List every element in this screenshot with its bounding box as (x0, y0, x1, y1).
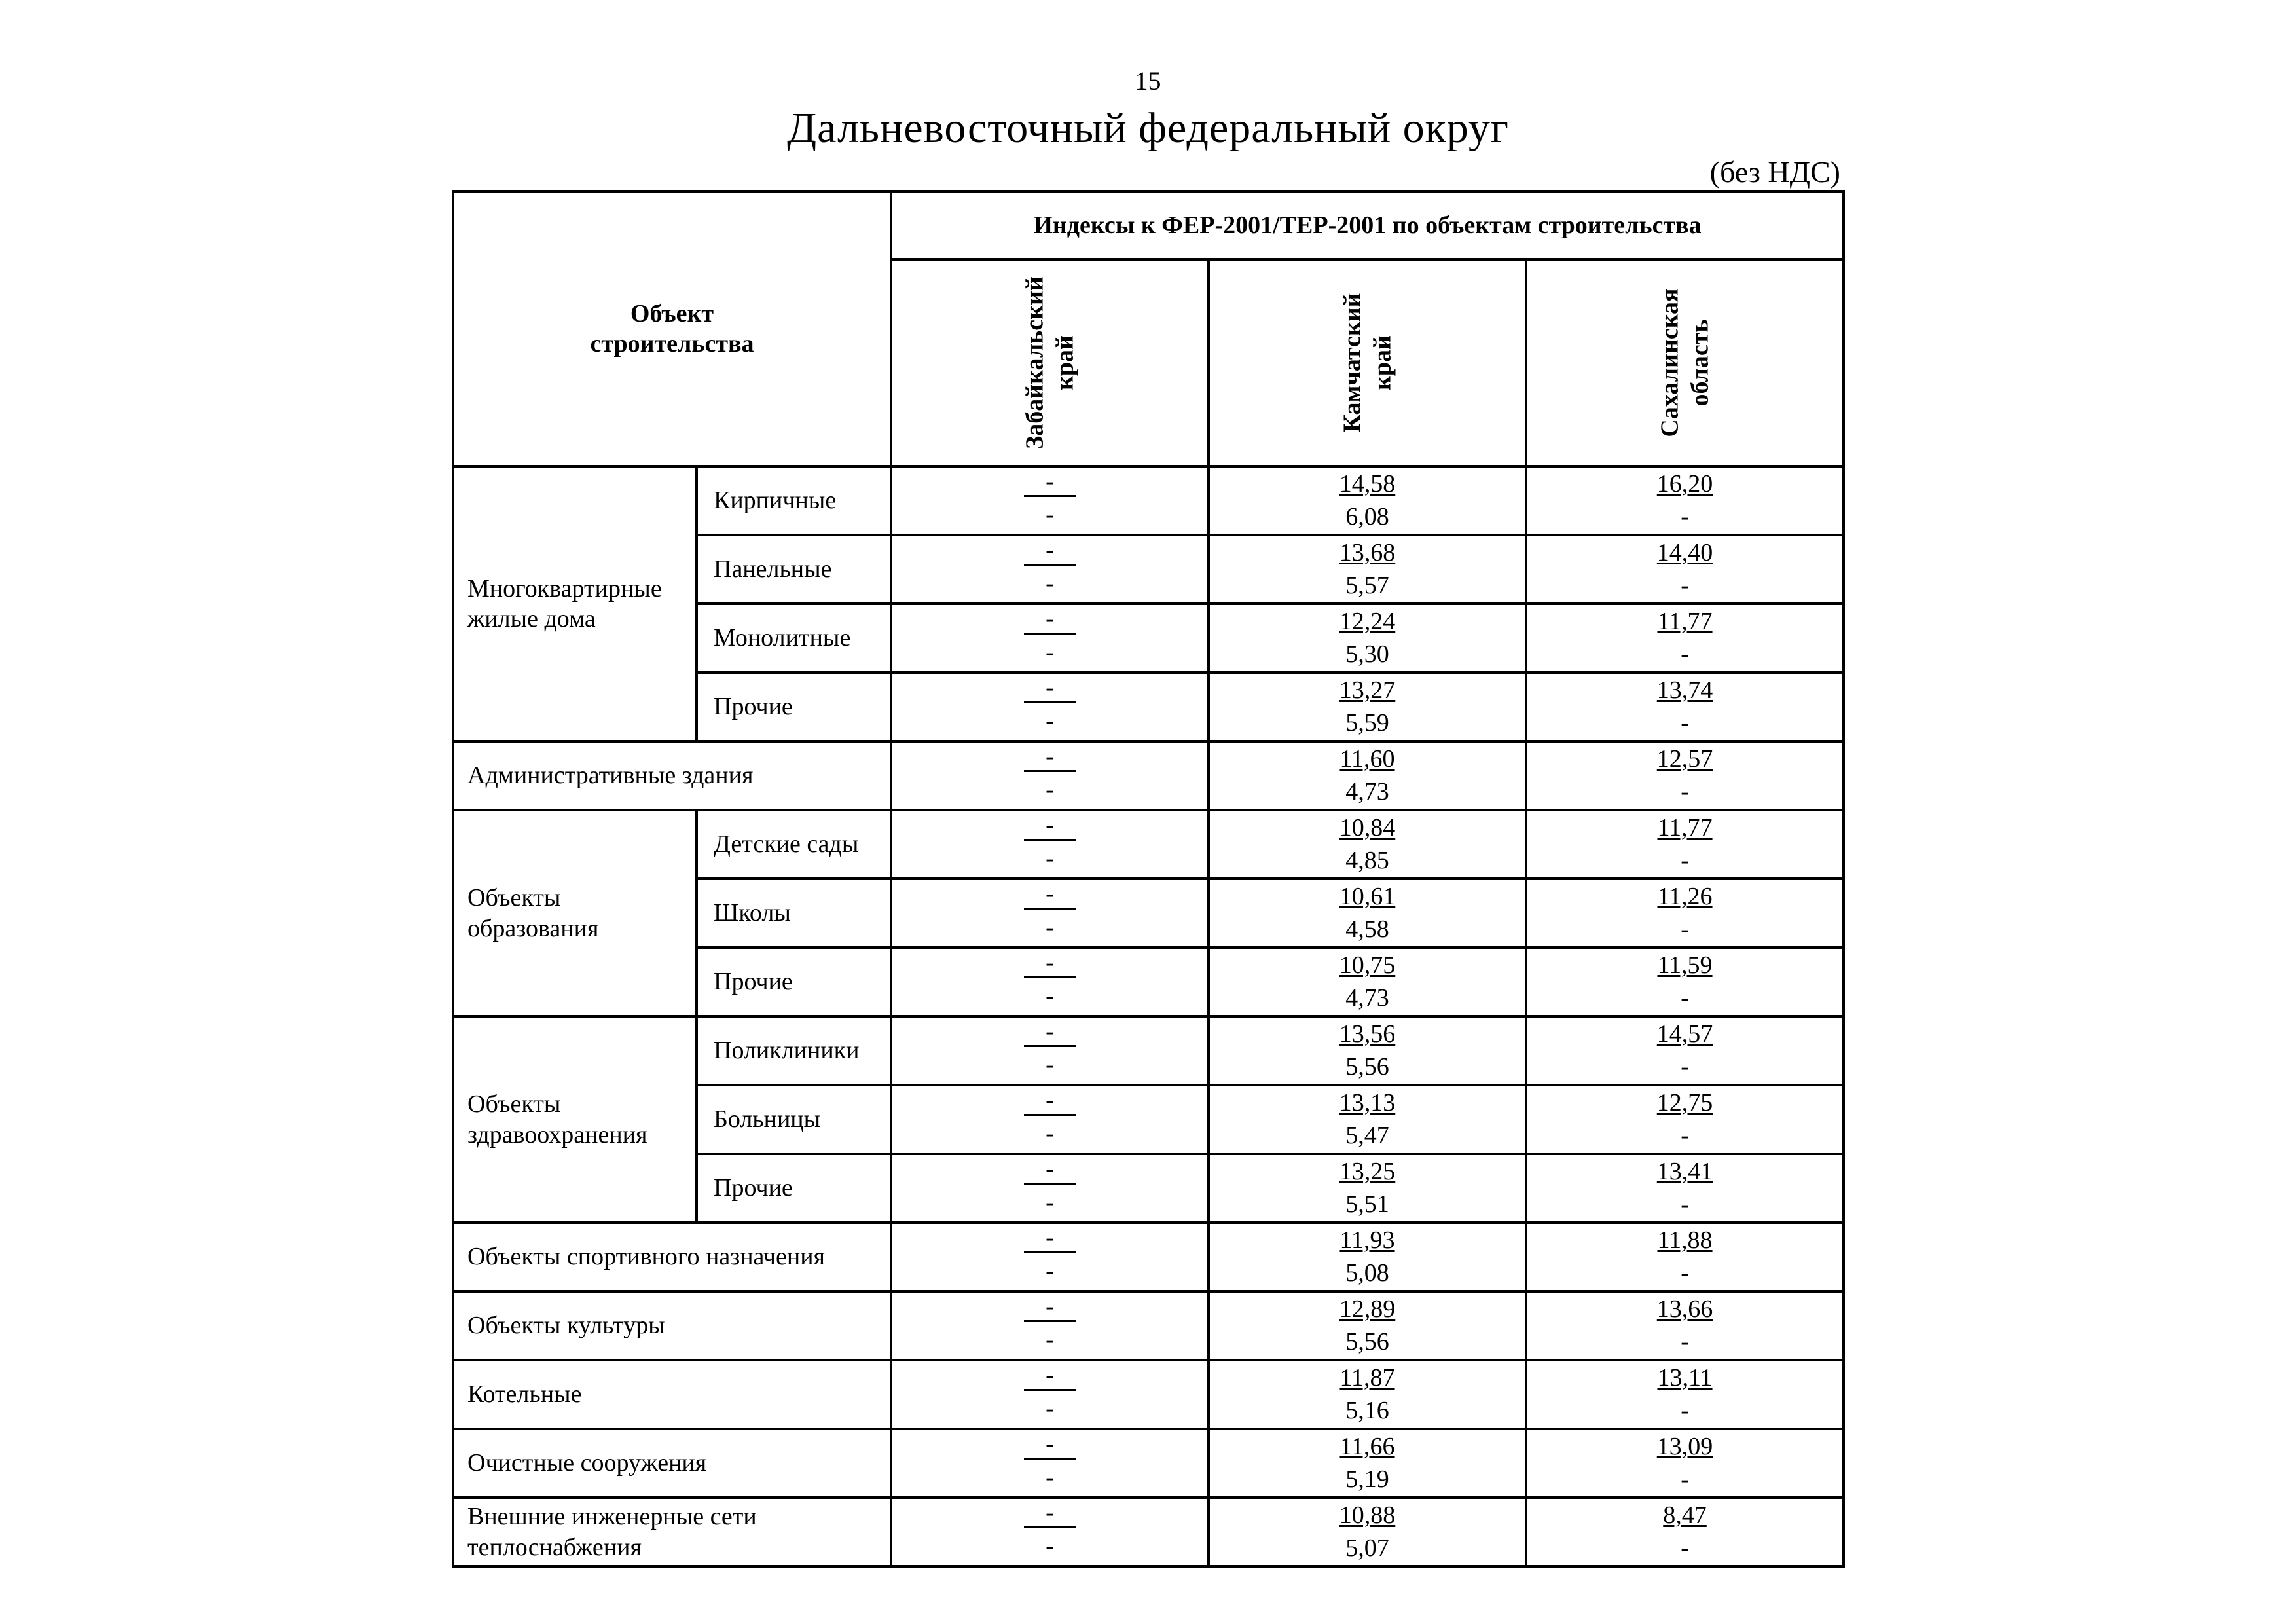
table-row: Объекты образования Детские сады $\frac{-}{-}$ $\frac{10,84}{4,85}$ $\frac{11,77}{-}$ (453, 810, 1844, 879)
group-label-boilers: Котельные (453, 1360, 891, 1429)
group-label-education: Объекты образования (453, 810, 697, 1016)
region-header-zabaykalsky: Забайкальский край (891, 259, 1209, 466)
table-row: Объекты спортивного назначения $\frac{-}{-}$ $\frac{11,93}{5,08}$ $\frac{11,88}{-}$ (453, 1223, 1844, 1291)
index-table (452, 190, 1845, 1568)
table-row: Котельные $\frac{-}{-}$ $\frac{11,87}{5,16}$ $\frac{13,11}{-}$ (453, 1360, 1844, 1429)
table-row: Монолитные $\frac{-}{-}$ $\frac{12,24}{5,30}$ $\frac{11,77}{-}$ (453, 604, 1844, 673)
group-label-heating: Внешние инженерные сети теплоснабжения (453, 1498, 891, 1566)
row-label: Поликлиники (697, 1016, 891, 1085)
row-label: Больницы (697, 1085, 891, 1154)
table-row: Многоквартирные жилые дома Кирпичные $\frac{-}{-}$ $\frac{14,58}{6,08}$ $\frac{16,20}{-}$ (453, 466, 1844, 535)
group-label-treatment: Очистные сооружения (453, 1429, 891, 1498)
row-label: Детские сады (697, 810, 891, 879)
table-row: Административные здания $\frac{-}{-}$ $\frac{11,60}{4,73}$ $\frac{12,57}{-}$ (453, 741, 1844, 810)
indices-group-header: Индексы к ФЕР-2001/ТЕР-2001 по объектам строительства (891, 191, 1844, 259)
region-header-sakhalin: Сахалинская область (1526, 259, 1844, 466)
group-label-health: Объекты здравоохранения (453, 1016, 697, 1223)
table-row: Больницы $\frac{-}{-}$ $\frac{13,13}{5,47}$ $\frac{12,75}{-}$ (453, 1085, 1844, 1154)
row-label: Прочие (697, 1154, 891, 1223)
vat-note: (без НДС) (1709, 155, 1840, 189)
group-label-apartments: Многоквартирные жилые дома (453, 466, 697, 741)
table-row: Объекты культуры $\frac{-}{-}$ $\frac{12,89}{5,56}$ $\frac{13,66}{-}$ (453, 1291, 1844, 1360)
row-label: Прочие (697, 948, 891, 1016)
page-number: 15 (1135, 66, 1161, 96)
table-row: Внешние инженерные сети теплоснабжения $\frac{-}{-}$ $\frac{10,88}{5,07}$ $\frac{8,47}{-}$ (453, 1498, 1844, 1566)
row-label: Кирпичные (697, 466, 891, 535)
object-column-header: Объект строительства (453, 191, 891, 466)
table-row: Панельные $\frac{-}{-}$ $\frac{13,68}{5,57}$ $\frac{14,40}{-}$ (453, 535, 1844, 604)
table-row: Объекты здравоохранения Поликлиники $\frac{-}{-}$ $\frac{13,56}{5,56}$ $\frac{14,57}{-}$ (453, 1016, 1844, 1085)
table-row: Прочие $\frac{-}{-}$ $\frac{13,27}{5,59}$ $\frac{13,74}{-}$ (453, 673, 1844, 741)
page-title: Дальневосточный федеральный округ (787, 104, 1509, 152)
group-label-sport: Объекты спортивного назначения (453, 1223, 891, 1291)
row-label: Школы (697, 879, 891, 948)
table-row: Очистные сооружения $\frac{-}{-}$ $\frac{11,66}{5,19}$ $\frac{13,09}{-}$ (453, 1429, 1844, 1498)
region-header-kamchatsky: Камчатский край (1209, 259, 1526, 466)
table-row: Прочие $\frac{-}{-}$ $\frac{10,75}{4,73}$ $\frac{11,59}{-}$ (453, 948, 1844, 1016)
group-label-admin: Административные здания (453, 741, 891, 810)
table-row: Школы $\frac{-}{-}$ $\frac{10,61}{4,58}$ $\frac{11,26}{-}$ (453, 879, 1844, 948)
row-label: Монолитные (697, 604, 891, 673)
table-row: Прочие $\frac{-}{-}$ $\frac{13,25}{5,51}$ $\frac{13,41}{-}$ (453, 1154, 1844, 1223)
group-label-culture: Объекты культуры (453, 1291, 891, 1360)
row-label: Панельные (697, 535, 891, 604)
row-label: Прочие (697, 673, 891, 741)
